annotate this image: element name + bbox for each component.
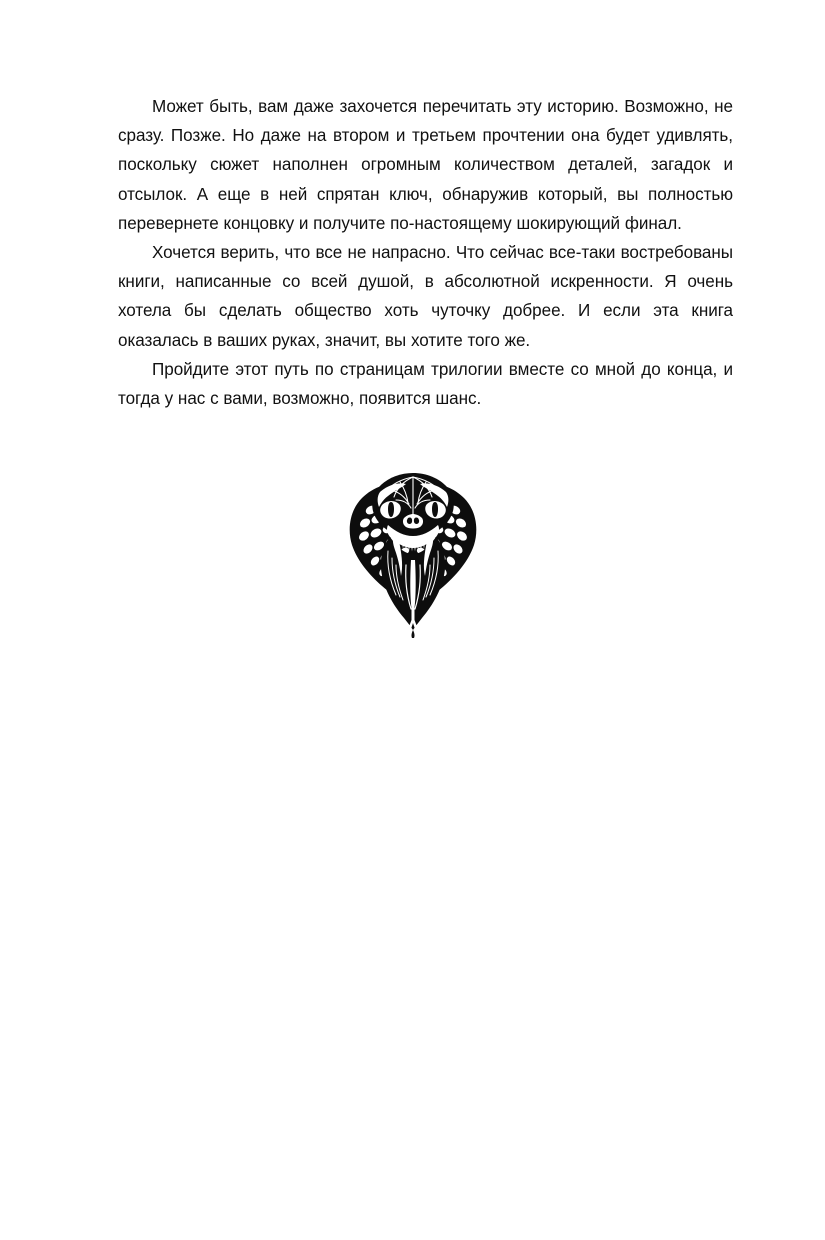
paragraph-3: Пройдите этот путь по страницам трилогии вместе со мной до конца, и тогда у нас с вами, возможно, появится шанс. — [118, 359, 733, 409]
cobra-head-icon — [348, 462, 478, 638]
paragraph-1: Может быть, вам даже захочется перечитать эту историю. Возможно, не сразу. Позже. Но даже на втором и третьем прочтении она будет удивлять, поскольку сюжет наполнен огромным количеством деталей, загадок и отсылок. А еще в ней спрятан ключ, обнаружив который, вы полностью перевернете концовку и получите по-настоящему шокирующий финал. — [118, 97, 733, 233]
page-text-block — [118, 92, 733, 413]
paragraph-2: Хочется верить, что все не напрасно. Что сейчас все-таки востребованы книги, написанные со всей душой, в абсолютной искренности. Я очень хотела бы сделать общество хоть чуточку добрее. И если эта книга оказалась в ваших руках, значит, вы хотите того же. — [118, 243, 733, 350]
